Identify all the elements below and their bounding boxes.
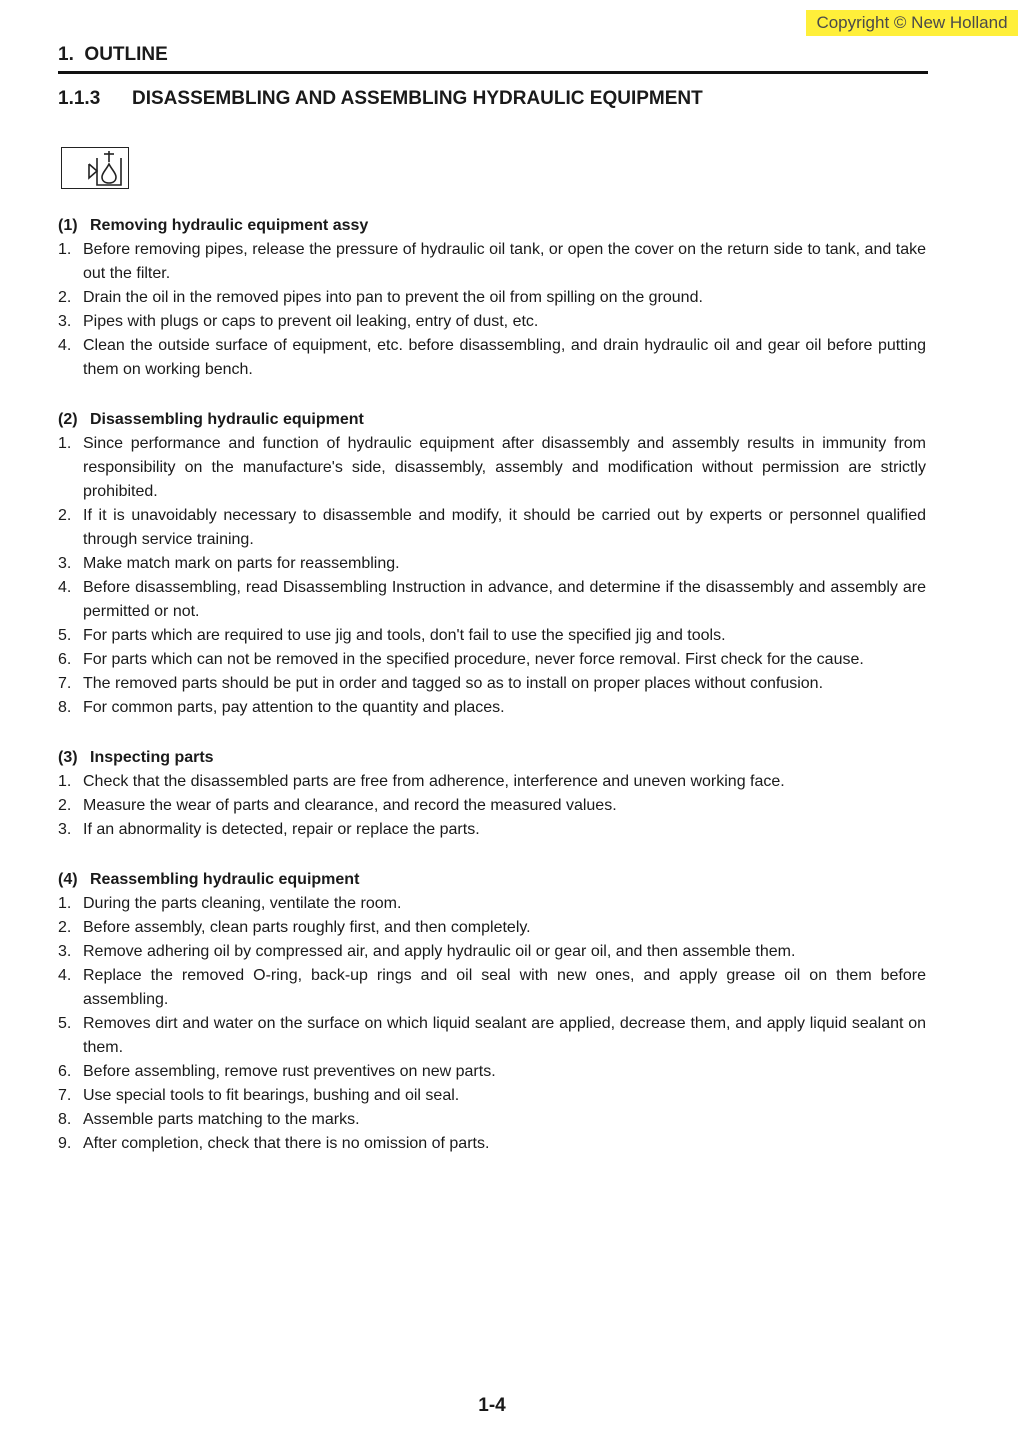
instruction-section-title	[58, 746, 926, 770]
list-item	[58, 576, 926, 624]
list-item-number: 8.	[58, 1111, 72, 1128]
list-item-text: If it is unavoidably necessary to disassemble and modify, it should be carried out by experts or personnel qualified through service training.	[83, 507, 926, 548]
instruction-section-title	[58, 868, 926, 892]
list-item-number: 3.	[58, 313, 72, 330]
list-item-number: 1.	[58, 241, 72, 258]
list-item	[58, 940, 926, 964]
instruction-section-title	[58, 214, 926, 238]
list-item	[58, 1108, 926, 1132]
list-item	[58, 818, 926, 842]
list-item-number: 7.	[58, 675, 72, 692]
list-item-number: 3.	[58, 821, 72, 838]
list-item-number: 3.	[58, 943, 72, 960]
list-item	[58, 770, 926, 794]
list-item-text: Measure the wear of parts and clearance, and record the measured values.	[83, 797, 617, 814]
list-item-text: Assemble parts matching to the marks.	[83, 1111, 360, 1128]
instruction-section	[58, 868, 926, 1156]
instructions-body	[58, 214, 926, 1182]
list-item	[58, 1084, 926, 1108]
list-item-text: For parts which can not be removed in the specified procedure, never force removal. First check for the cause.	[83, 651, 864, 668]
list-item-number: 5.	[58, 1015, 72, 1032]
list-item-number: 4.	[58, 337, 72, 354]
list-item-text: After completion, check that there is no omission of parts.	[83, 1135, 490, 1152]
list-item	[58, 1060, 926, 1084]
list-item-text: Replace the removed O-ring, back-up rings and oil seal with new ones, and apply grease oil on them before assembling.	[83, 967, 926, 1008]
page-number: 1-4	[478, 1395, 506, 1416]
list-item-text: Removes dirt and water on the surface on which liquid sealant are applied, decrease them, and apply liquid sealant on them.	[83, 1015, 926, 1056]
list-item-text: Make match mark on parts for reassembling.	[83, 555, 400, 572]
instruction-section-title	[58, 408, 926, 432]
list-item-text: Remove adhering oil by compressed air, and apply hydraulic oil or gear oil, and then assemble them.	[83, 943, 796, 960]
copyright-label: Copyright © New Holland	[806, 10, 1018, 36]
list-item-text: Since performance and function of hydraulic equipment after disassembly and assembly results in immunity from responsibility on the manufacture's side, disassembly, assembly and modification without permission are strictly prohibited.	[83, 435, 926, 500]
list-item-number: 4.	[58, 967, 72, 984]
list-item-text: Before assembly, clean parts roughly first, and then completely.	[83, 919, 531, 936]
list-item	[58, 1132, 926, 1156]
list-item-text: Pipes with plugs or caps to prevent oil leaking, entry of dust, etc.	[83, 313, 539, 330]
instruction-section-number: (4)	[58, 871, 78, 888]
list-item-number: 6.	[58, 651, 72, 668]
list-item-text: The removed parts should be put in order and tagged so as to install on proper places without confusion.	[83, 675, 824, 692]
instruction-section-number: (2)	[58, 411, 78, 428]
list-item-number: 8.	[58, 699, 72, 716]
list-item-text: For parts which are required to use jig and tools, don't fail to use the specified jig and tools.	[83, 627, 726, 644]
list-item-number: 1.	[58, 773, 72, 790]
list-item	[58, 794, 926, 818]
list-item-number: 4.	[58, 579, 72, 596]
instruction-section	[58, 408, 926, 720]
list-item-number: 6.	[58, 1063, 72, 1080]
hydraulic-oil-symbol-graphic	[62, 148, 128, 188]
instruction-section-number: (1)	[58, 217, 78, 234]
instruction-section-heading: Reassembling hydraulic equipment	[90, 871, 360, 888]
section-title: DISASSEMBLING AND ASSEMBLING HYDRAULIC EQUIPMENT	[132, 88, 703, 109]
instruction-section-number: (3)	[58, 749, 78, 766]
list-item	[58, 552, 926, 576]
list-item-text: Before disassembling, read Disassembling Instruction in advance, and determine if the disassembly and assembly are permitted or not.	[83, 579, 926, 620]
instruction-section-heading: Inspecting parts	[90, 749, 214, 766]
instruction-section	[58, 746, 926, 842]
list-item-text: Before removing pipes, release the pressure of hydraulic oil tank, or open the cover on the return side to tank, and take out the filter.	[83, 241, 926, 282]
section-number: 1.1.3	[58, 88, 101, 109]
chapter-number: 1.	[58, 44, 74, 65]
header-divider	[58, 71, 928, 74]
list-item	[58, 432, 926, 504]
list-item	[58, 696, 926, 720]
list-item-number: 5.	[58, 627, 72, 644]
list-item-number: 2.	[58, 797, 72, 814]
hydraulic-oil-symbol-icon	[61, 147, 129, 189]
list-item-text: During the parts cleaning, ventilate the room.	[83, 895, 402, 912]
list-item-number: 1.	[58, 435, 72, 452]
list-item-number: 7.	[58, 1087, 72, 1104]
list-item	[58, 334, 926, 382]
list-item-text: For common parts, pay attention to the quantity and places.	[83, 699, 505, 716]
list-item-text: Drain the oil in the removed pipes into pan to prevent the oil from spilling on the ground.	[83, 289, 703, 306]
instruction-section-heading: Disassembling hydraulic equipment	[90, 411, 364, 428]
list-item	[58, 964, 926, 1012]
list-item-text: Use special tools to fit bearings, bushing and oil seal.	[83, 1087, 460, 1104]
list-item	[58, 504, 926, 552]
list-item	[58, 672, 926, 696]
list-item-number: 2.	[58, 507, 72, 524]
list-item	[58, 286, 926, 310]
list-item	[58, 916, 926, 940]
list-item-text: If an abnormality is detected, repair or replace the parts.	[83, 821, 480, 838]
list-item	[58, 310, 926, 334]
list-item-number: 1.	[58, 895, 72, 912]
list-item	[58, 624, 926, 648]
list-item	[58, 238, 926, 286]
chapter-title: OUTLINE	[84, 44, 168, 65]
list-item	[58, 1012, 926, 1060]
list-item-text: Before assembling, remove rust preventives on new parts.	[83, 1063, 496, 1080]
section-heading	[58, 88, 703, 110]
chapter-heading	[58, 44, 168, 66]
instruction-section	[58, 214, 926, 382]
list-item	[58, 648, 926, 672]
list-item-number: 2.	[58, 919, 72, 936]
instruction-section-heading: Removing hydraulic equipment assy	[90, 217, 369, 234]
list-item-number: 2.	[58, 289, 72, 306]
list-item-text: Clean the outside surface of equipment, etc. before disassembling, and drain hydraulic oil and gear oil before putting them on working bench.	[83, 337, 926, 378]
list-item-number: 3.	[58, 555, 72, 572]
list-item-number: 9.	[58, 1135, 72, 1152]
list-item-text: Check that the disassembled parts are free from adherence, interference and uneven working face.	[83, 773, 785, 790]
list-item	[58, 892, 926, 916]
